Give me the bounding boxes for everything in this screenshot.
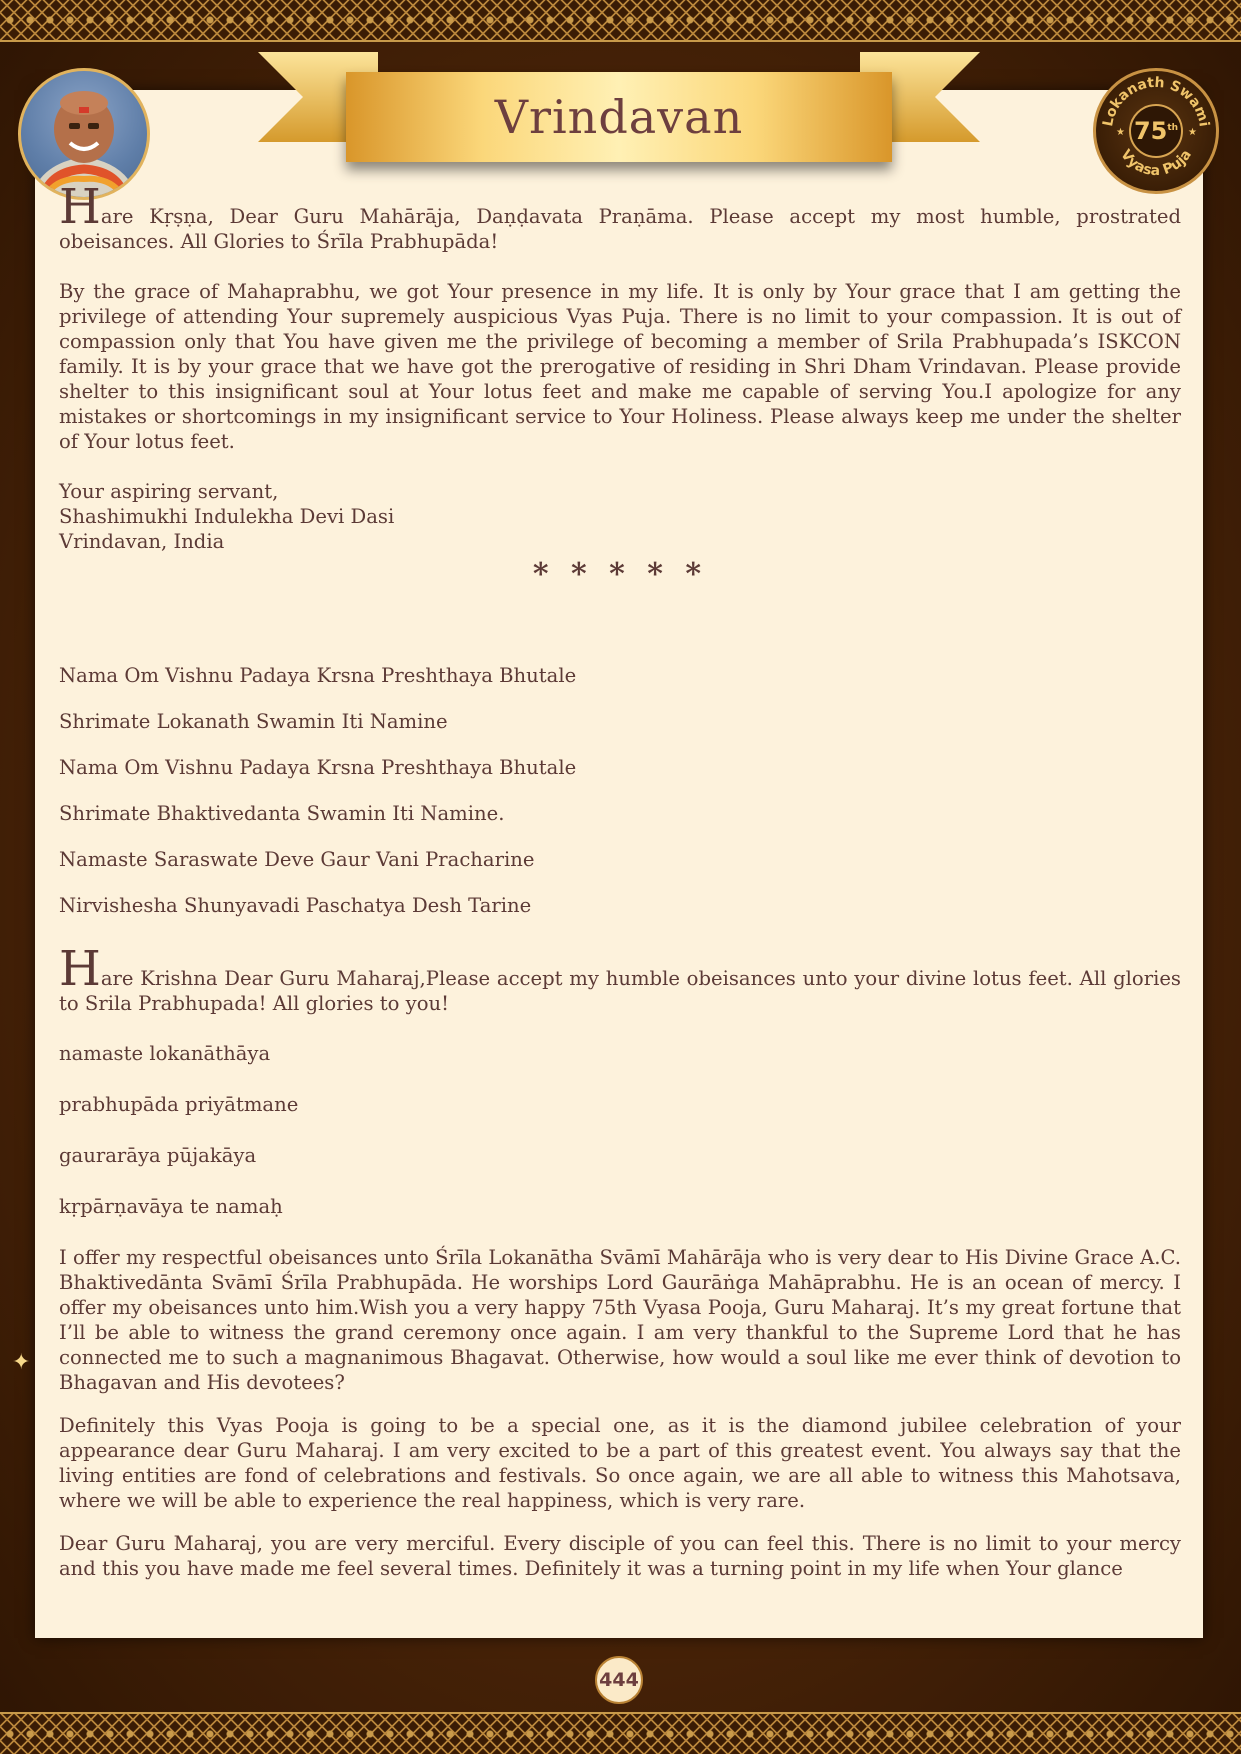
letter1-signoff: Your aspiring servant, (59, 480, 279, 503)
letter1-opening: Hare Kṛṣṇa, Dear Guru Mahārāja, Daṇḍavata Praṇāma. Please accept my most humble, prostrated obeisances. All Glories to Śrīla Prabhupāda! (59, 179, 1181, 253)
letter1-location: Vrindavan, India (59, 530, 225, 553)
prayer-line: Nama Om Vishnu Padaya Krsna Preshthaya Bhutale (59, 756, 577, 779)
letter2-paragraph: I offer my respectful obeisances unto Śrīla Lokanātha Svāmī Mahārāja who is very dear to His Divine Grace A.C. Bhaktivedānta Svāmī Śrīla Prabhupāda. He worships Lord Gaurāṅga Mahāprabhu. He is an ocean of mercy. I offer my obeisances unto him.Wish you a very happy 75th Vyasa Pooja, Guru Maharaj. It’s my great fortune that I’ll be able to witness the grand ceremony once again. I am very thankful to the Supreme Lord that he has connected me to such a magnanimous Bhagavat. Otherwise, how would a soul like me ever think of devotion to Bhagavan and His devotees? (59, 1246, 1181, 1394)
letter1-author: Shashimukhi Indulekha Devi Dasi (59, 505, 395, 528)
prayer-line: Shrimate Bhaktivedanta Swamin Iti Namine. (59, 802, 505, 825)
page-content (59, 179, 1181, 1581)
dropcap: H (59, 179, 101, 235)
prayer-line: Shrimate Lokanath Swamin Iti Namine (59, 710, 448, 733)
badge-ring-bottom: Vyasa Puja (1117, 146, 1195, 180)
dropcap: H (59, 941, 101, 997)
prayer-line: Nama Om Vishnu Padaya Krsna Preshthaya Bhutale (59, 664, 577, 687)
verse-line: gaurarāya pūjakāya (59, 1144, 257, 1167)
sparkle-icon: ✦ (12, 1350, 31, 1375)
badge-center (1129, 104, 1183, 158)
letter1-body: By the grace of Mahaprabhu, we got Your presence in my life. It is only by Your grace that I am getting the privilege of attending Your supremely auspicious Vyas Puja. There is no limit to your compassion. It is out of compassion only that You have given me the privilege of becoming a member of Srila Prabhupada’s ISKCON family. It is by your grace that we have got the prerogative of residing in Shri Dham Vrindavan. Please provide shelter to this insignificant soul at Your lotus feet and make me capable of serving You.I apologize for any mistakes or shortcomings in my insignificant service to Your Holiness. Please always keep me under the shelter of Your lotus feet. (59, 280, 1181, 453)
badge-ring-top: Lokanath Swami (1100, 74, 1212, 128)
letter2-paragraph: Definitely this Vyas Pooja is going to be a special one, as it is the diamond jubilee celebration of your appearance dear Guru Maharaj. I am very excited to be a part of this greatest event. You always say that the living entities are fond of celebrations and festivals. So once again, we are all able to witness this Mahotsava, where we will be able to experience the real happiness, which is very rare. (59, 1414, 1181, 1512)
prayer-line: Namaste Saraswate Deve Gaur Vani Pracharine (59, 848, 535, 871)
decorative-border-top (0, 0, 1241, 42)
anniversary-badge (1093, 68, 1219, 194)
prayer-line: Nirvishesha Shunyavadi Paschatya Desh Tarine (59, 894, 532, 917)
letter2-paragraph: Dear Guru Maharaj, you are very merciful. Every disciple of you can feel this. There is no limit to your mercy and this you have made me feel several times. Definitely it was a turning point in my life when Your glance (59, 1532, 1181, 1580)
star-icon: ★ (1116, 127, 1125, 138)
section-separator: * * * * * (532, 557, 708, 592)
page-number: 444 (595, 1656, 643, 1704)
page-title: Vrindavan (494, 90, 744, 144)
verse-line: namaste lokanāthāya (59, 1042, 271, 1065)
decorative-border-bottom (0, 1712, 1241, 1754)
verse-line: prabhupāda priyātmane (59, 1093, 299, 1116)
star-icon: ★ (1188, 127, 1197, 138)
badge-number: 75th (1133, 117, 1179, 145)
verse-line: kṛpārṇavāya te namaḥ (59, 1195, 283, 1218)
ribbon-banner (346, 72, 892, 162)
title-ribbon (258, 50, 980, 168)
letter2-opening: Hare Krishna Dear Guru Maharaj,Please accept my humble obeisances unto your divine lotus feet. All glories to Srila Prabhupada! All glories to you! (59, 941, 1181, 1015)
